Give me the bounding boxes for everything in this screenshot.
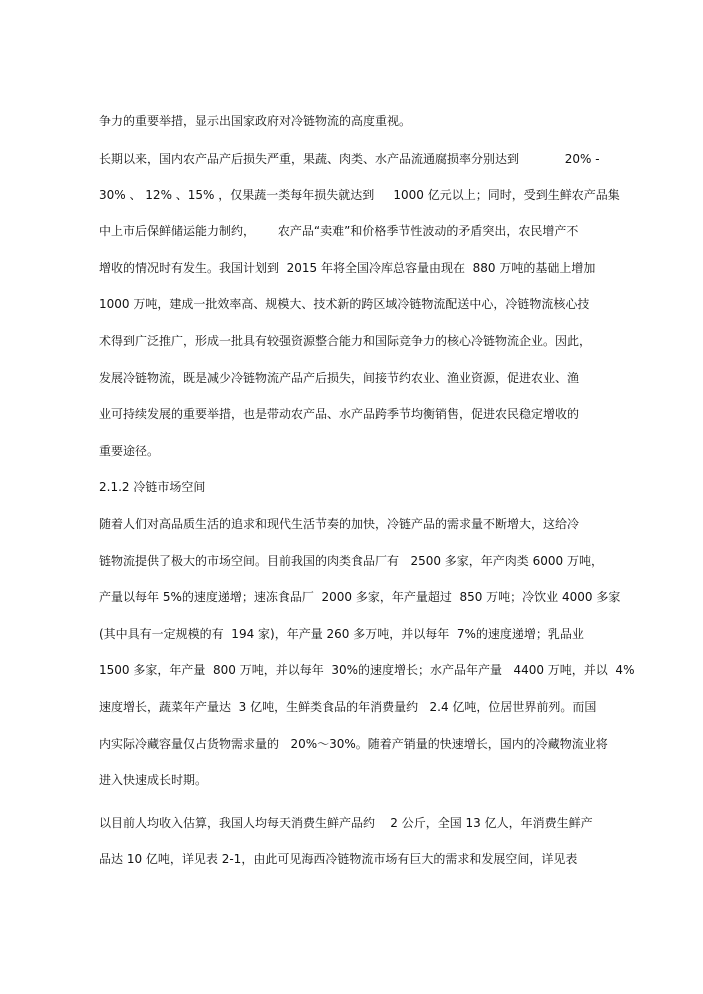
text-line: 长期以来，国内农产品产后损失严重，果蔬、肉类、水产品流通腐损率分别达到 20% -	[99, 152, 600, 166]
text-line: 重要途径。	[99, 444, 160, 458]
text-line: 随着人们对高品质生活的追求和现代生活节奏的加快，冷链产品的需求量不断增大，这给冷	[99, 517, 580, 531]
text-line: 品达 10 亿吨，详见表 2-1，由此可见海西冷链物流市场有巨大的需求和发展空间，详见表	[99, 852, 578, 866]
text-line: 争力的重要举措，显示出国家政府对冷链物流的高度重视。	[99, 114, 412, 128]
text-line: 链物流提供了极大的市场空间。目前我国的肉类食品厂有 2500 多家，年产肉类 6000 万吨，	[99, 554, 603, 568]
text-line: 以目前人均收入估算，我国人均每天消费生鲜产品约 2 公斤，全国 13 亿人，年消费生鲜产	[99, 816, 593, 830]
text-line: 1500 多家，年产量 800 万吨，并以每年 30%的速度增长；水产品年产量 4400 万吨，并以 4%	[99, 663, 635, 677]
text-line: 30% 、 12% 、15% ，仅果蔬一类每年损失就达到 1000 亿元以上；同时，受到生鲜农产品集	[99, 188, 620, 202]
text-line: 发展冷链物流，既是减少冷链物流产品产后损失，间接节约农业、渔业资源，促进农业、渔	[99, 371, 580, 385]
text-line: 进入快速成长时期。	[99, 773, 208, 787]
section-heading: 2.1.2 冷链市场空间	[99, 480, 206, 494]
text-line: 1000 万吨，建成一批效率高、规模大、技术新的跨区域冷链物流配送中心，冷链物流核心技	[99, 297, 590, 311]
text-line: 术得到广泛推广，形成一批具有较强资源整合能力和国际竞争力的核心冷链物流企业。因此，	[99, 334, 592, 348]
text-line: 内实际冷藏容量仅占货物需求量的 20%～30%。随着产销量的快速增长，国内的冷藏物流业将	[99, 737, 608, 751]
text-line: 增收的情况时有发生。我国计划到 2015 年将全国冷库总容量由现在 880 万吨的基础上增加	[99, 261, 596, 275]
text-line: 业可持续发展的重要举措，也是带动农产品、水产品跨季节均衡销售，促进农民稳定增收的	[99, 407, 580, 421]
text-line: 产量以每年 5%的速度递增；速冻食品厂 2000 多家，年产量超过 850 万吨；冷饮业 4000 多家	[99, 590, 621, 604]
text-line: (其中具有一定规模的有 194 家)，年产量 260 多万吨，并以每年 7%的速度递增；乳品业	[99, 627, 584, 641]
text-line: 速度增长，蔬菜年产量达 3 亿吨，生鲜类食品的年消费量约 2.4 亿吨，位居世界前列。而国	[99, 700, 597, 714]
text-line: 中上市后保鲜储运能力制约， 农产品“卖难”和价格季节性波动的矛盾突出，农民增产不	[99, 224, 579, 238]
